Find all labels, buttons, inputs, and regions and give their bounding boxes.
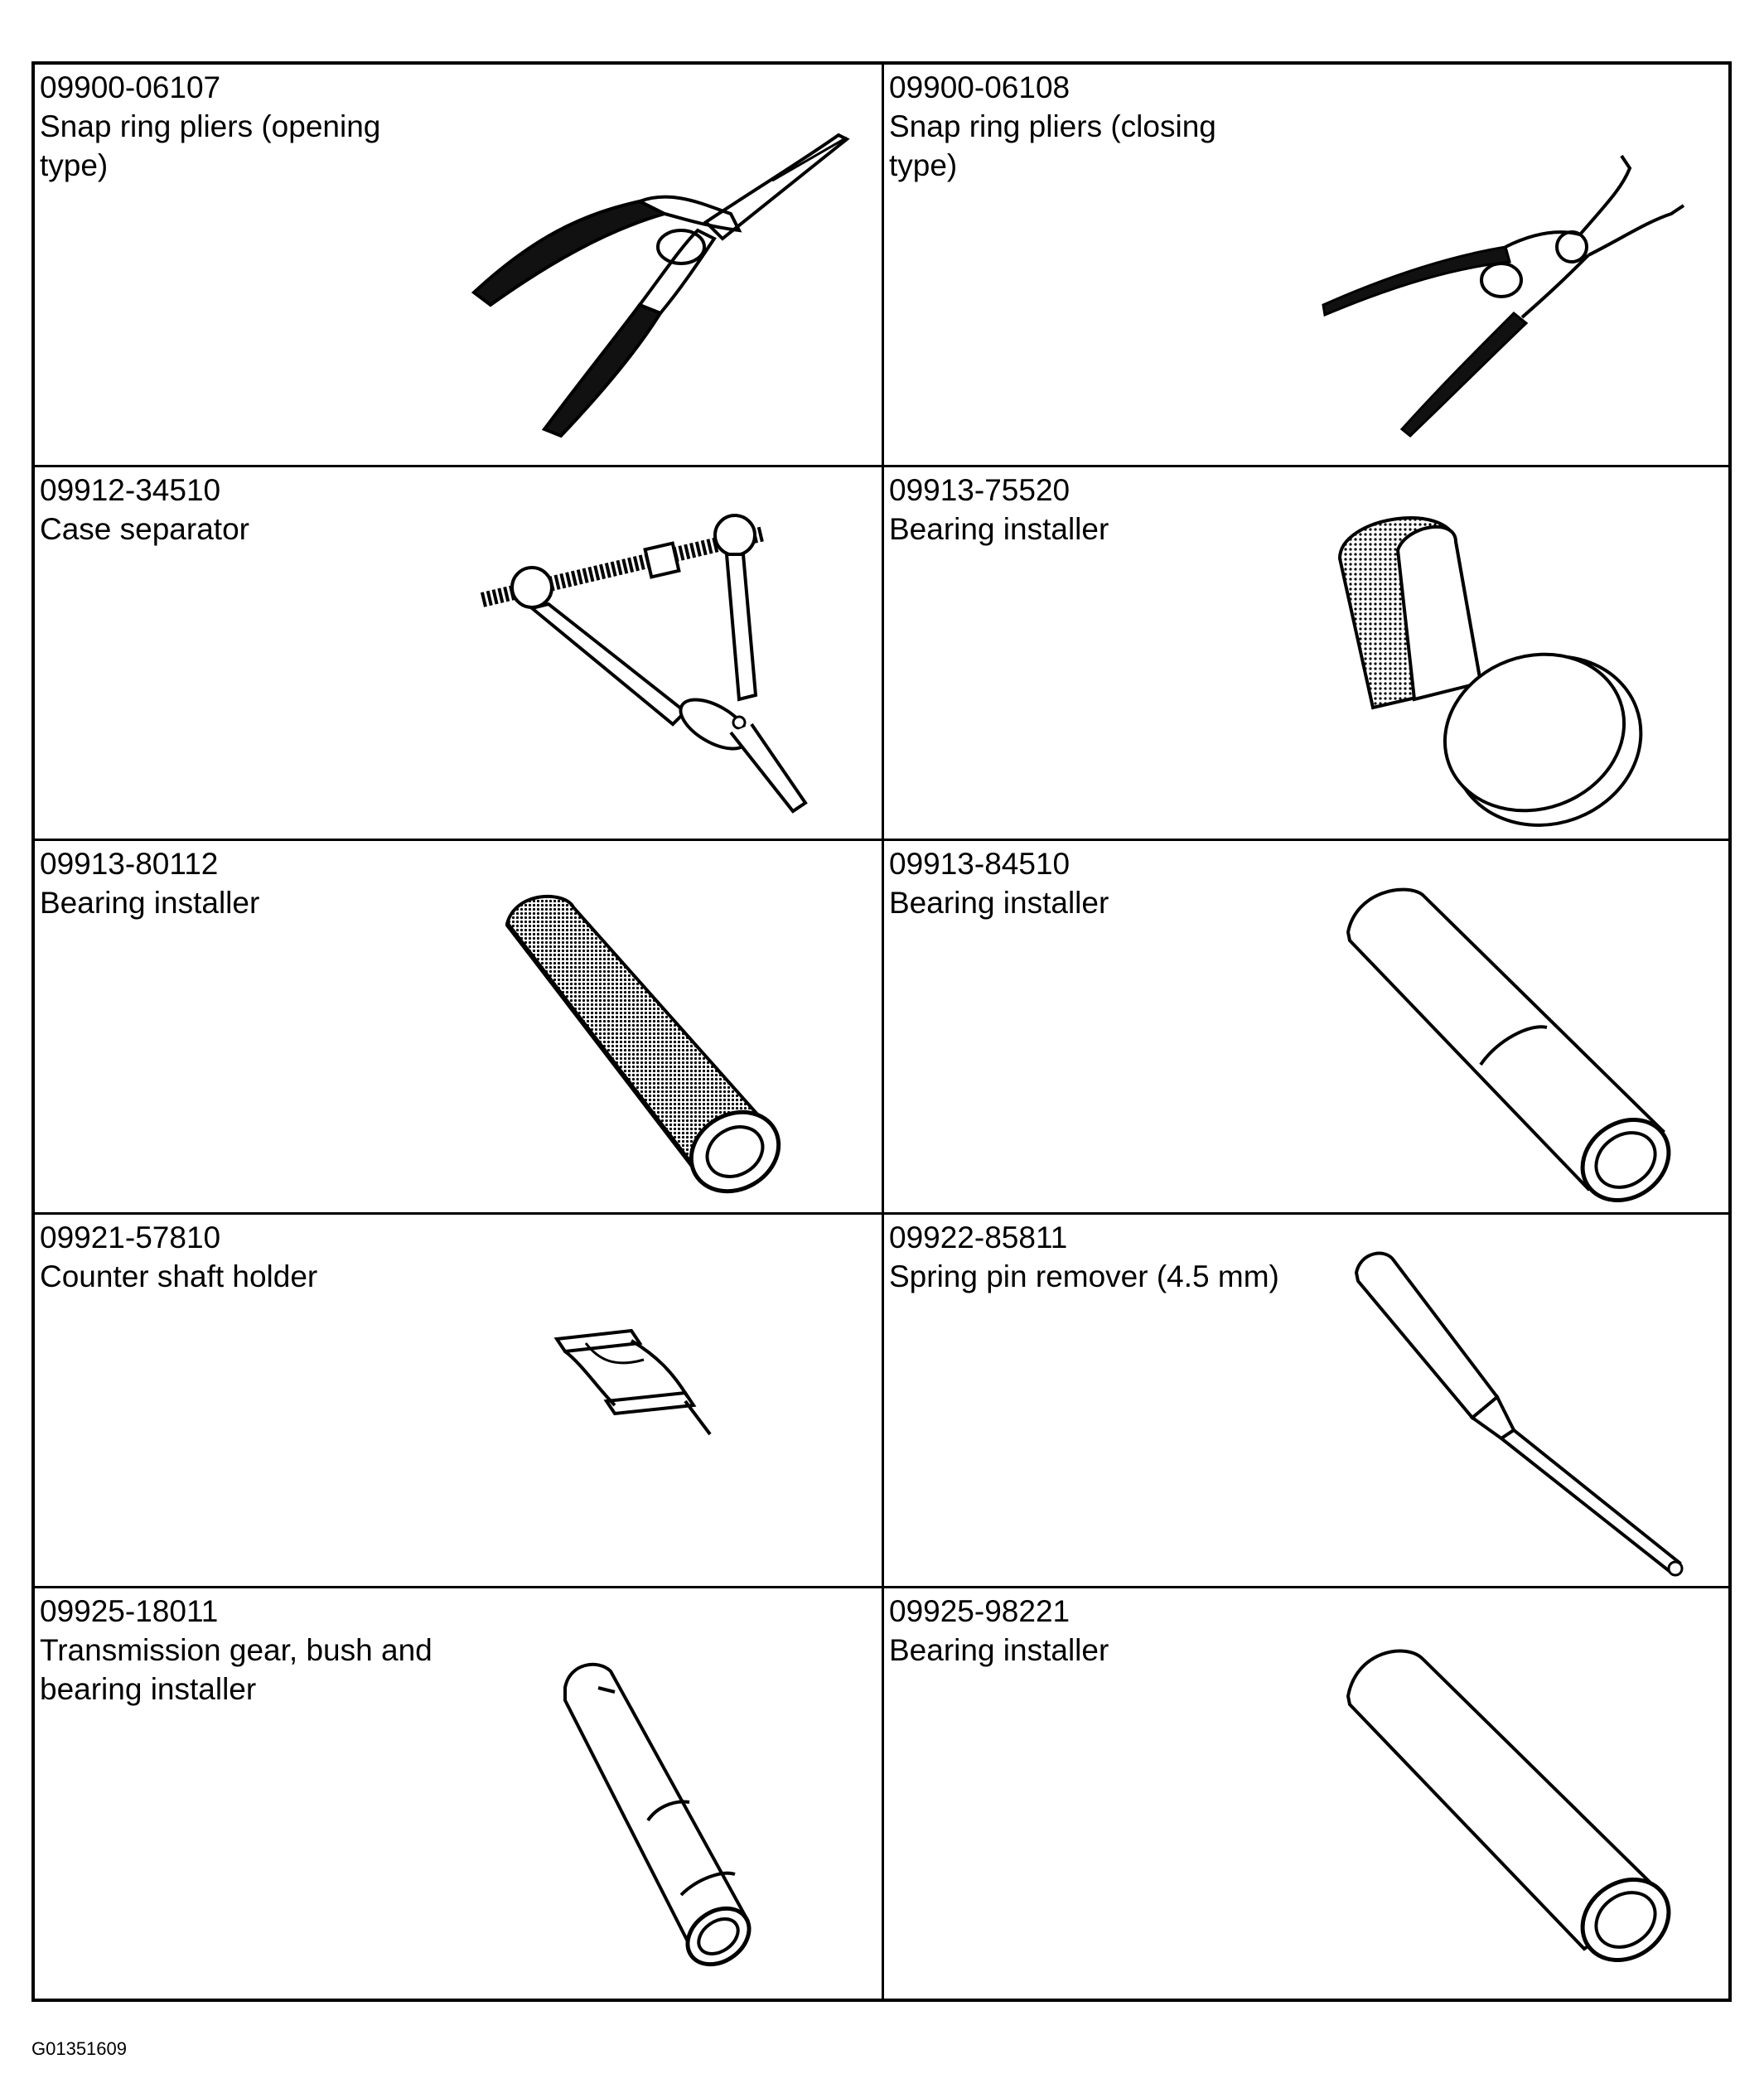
special-tools-table: [31, 61, 1732, 2002]
tool-cell: [35, 65, 882, 465]
bearing-installer-icon: [1331, 1622, 1696, 1970]
bearing-installer-icon: [491, 874, 839, 1222]
tool-cell: [884, 841, 1732, 1212]
figure-id: G01351609: [31, 2038, 127, 2059]
part-number: 09922-85811: [889, 1221, 1068, 1254]
spring-pin-remover-icon: [1348, 1248, 1696, 1588]
bearing-installer-icon: [1323, 492, 1679, 840]
tool-cell: [884, 467, 1732, 839]
tool-description: Counter shaft holder: [40, 1259, 318, 1293]
part-number: 09913-84510: [889, 847, 1070, 881]
part-number: 09921-57810: [40, 1221, 221, 1254]
tool-cell: [35, 467, 882, 839]
part-number: 09912-34510: [40, 473, 221, 507]
part-number: 09900-06107: [40, 70, 221, 104]
tool-cell: [35, 1215, 882, 1586]
transmission-gear-installer-icon: [549, 1655, 814, 1978]
part-number: 09900-06108: [889, 70, 1070, 104]
tool-cell: [884, 1588, 1732, 2002]
part-number: 09925-98221: [889, 1594, 1070, 1628]
tool-cell: [884, 65, 1732, 465]
tool-description: Bearing installer: [889, 886, 1109, 920]
tool-cell: [884, 1215, 1732, 1586]
tool-cell: [35, 1588, 882, 2002]
case-separator-icon: [466, 484, 847, 832]
part-number: 09925-18011: [40, 1594, 219, 1628]
counter-shaft-holder-icon: [549, 1322, 731, 1438]
tool-description: Bearing installer: [889, 1633, 1109, 1667]
bearing-installer-icon: [1331, 858, 1696, 1206]
tool-description: Spring pin remover (4.5 mm): [889, 1259, 1279, 1293]
opening-snap-ring-pliers-icon: [457, 106, 872, 454]
part-number: 09913-80112: [40, 847, 219, 881]
tool-description: Case separator: [40, 512, 249, 546]
closing-snap-ring-pliers-icon: [1315, 131, 1696, 446]
tool-description: Snap ring pliers (closing type): [889, 109, 1216, 182]
part-number: 09913-75520: [889, 473, 1070, 507]
tool-description: Transmission gear, bush and bearing installer: [40, 1633, 433, 1706]
tool-description: Bearing installer: [40, 886, 260, 920]
tool-cell: [35, 841, 882, 1212]
tool-description: Snap ring pliers (opening type): [40, 109, 381, 182]
tool-description: Bearing installer: [889, 512, 1109, 546]
